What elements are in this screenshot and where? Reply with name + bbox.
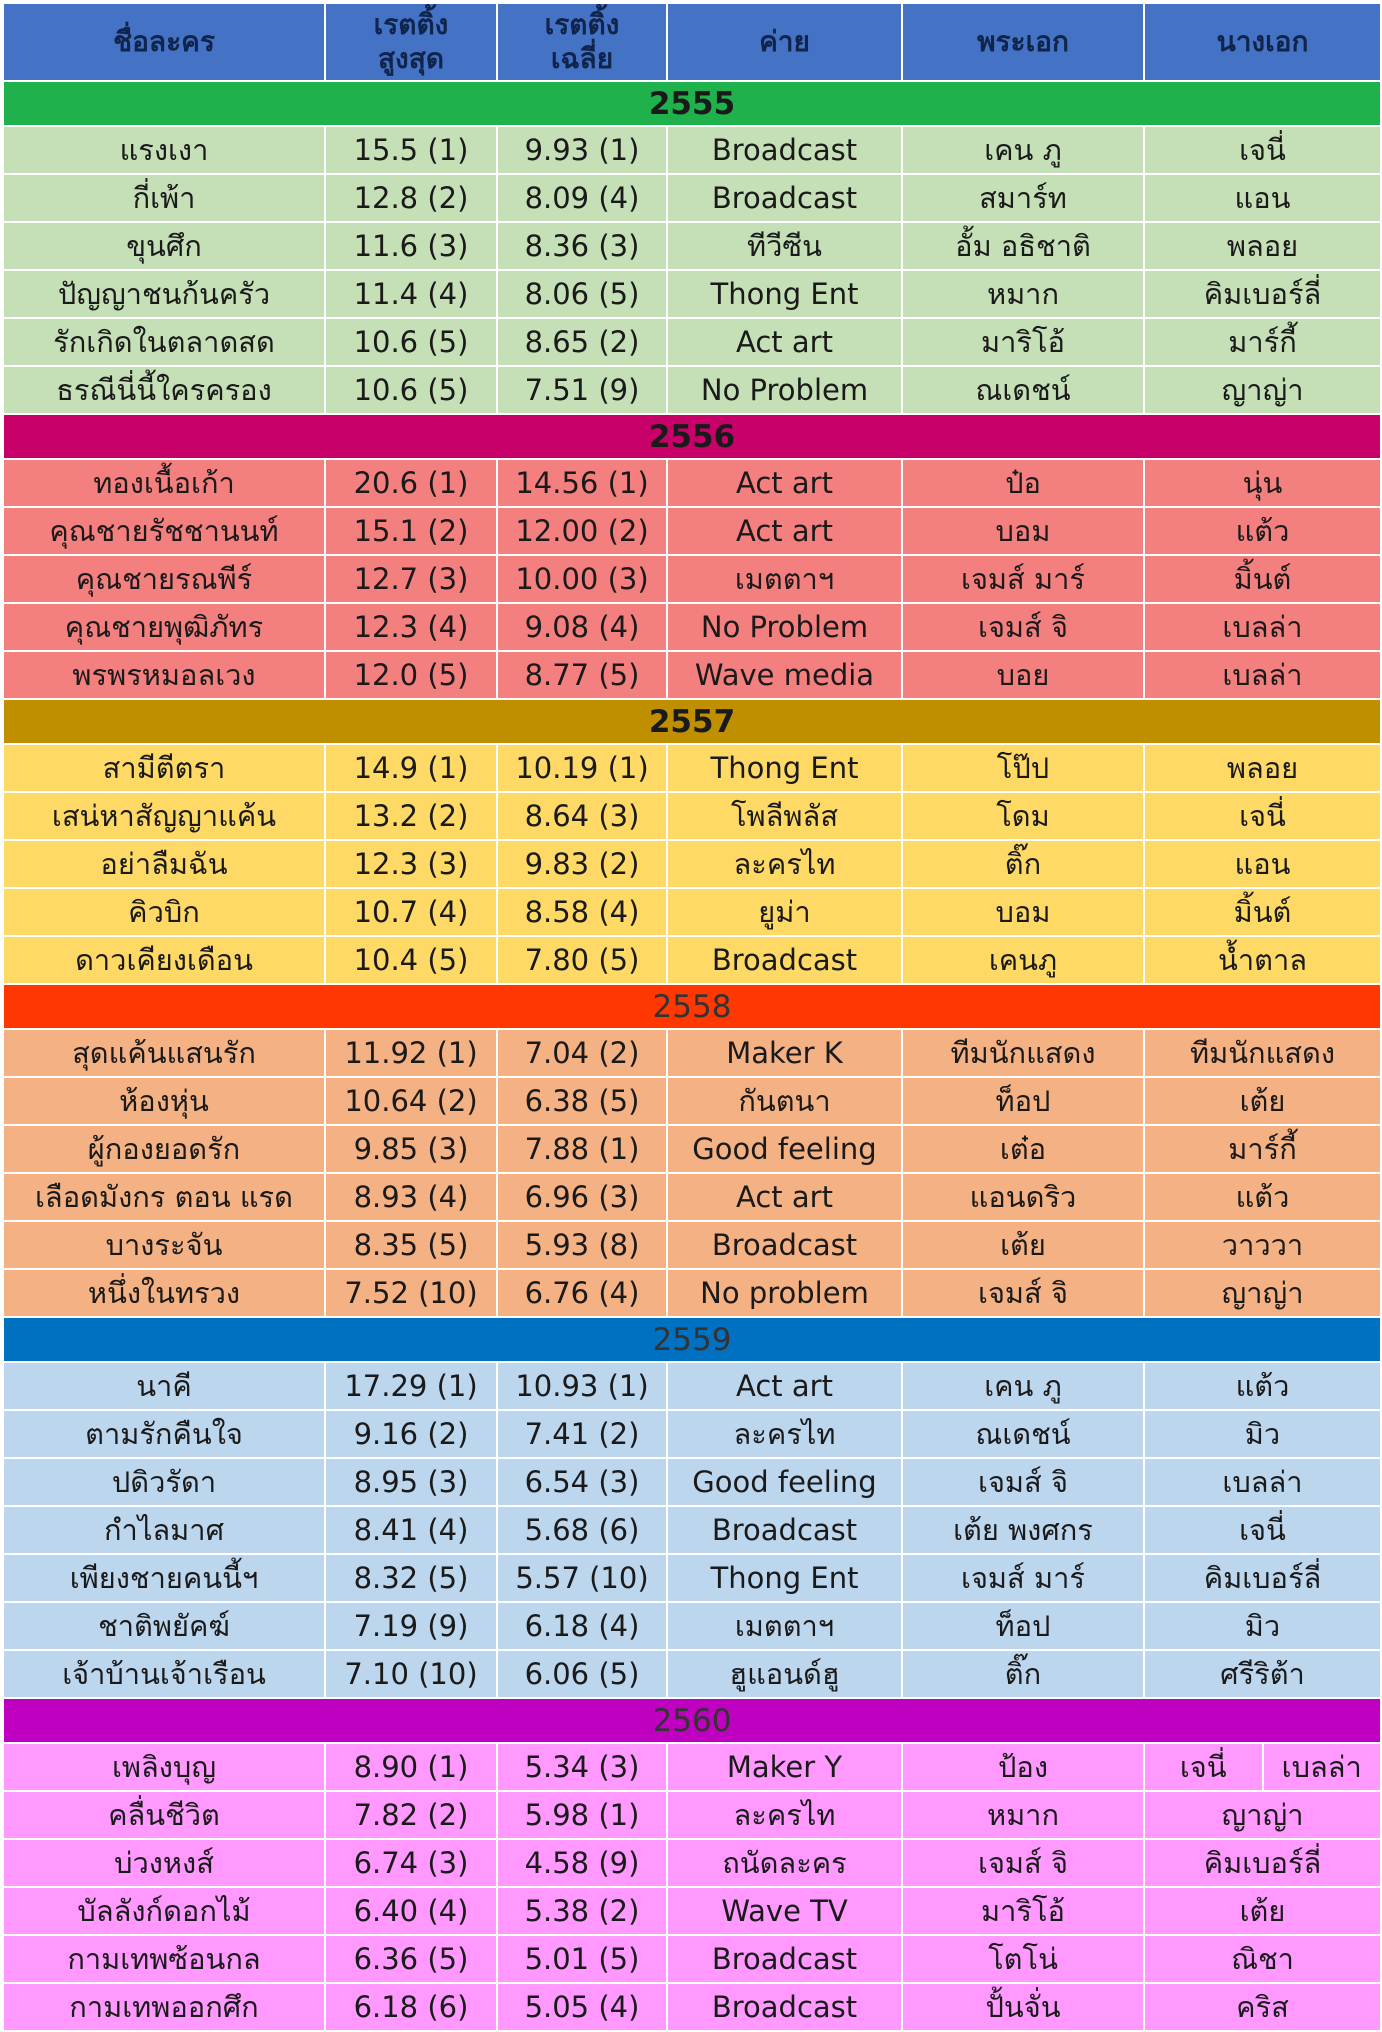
col-lead-actress-cell: มิ้นต์ bbox=[1144, 888, 1381, 936]
col-title-cell: คุณชายพุฒิภัทร bbox=[3, 603, 325, 651]
col-lead-actress-cell: คิมเบอร์ลี่ bbox=[1144, 1554, 1381, 1602]
col-avg-rating-cell: 10.19 (1) bbox=[497, 744, 667, 792]
year-band-row bbox=[3, 1317, 1381, 1362]
col-lead-actor-cell: มาริโอ้ bbox=[902, 1887, 1144, 1935]
table-row bbox=[3, 744, 1381, 792]
col-studio-cell: Act art bbox=[667, 459, 902, 507]
col-lead-actress-cell: เบลล่า bbox=[1144, 603, 1381, 651]
col-lead-actor-cell: โป๊ป bbox=[902, 744, 1144, 792]
col-studio-cell: Broadcast bbox=[667, 1506, 902, 1554]
table-row bbox=[3, 270, 1381, 318]
col-lead-actor-cell: ณเดชน์ bbox=[902, 1410, 1144, 1458]
col-avg-rating-cell: 6.38 (5) bbox=[497, 1077, 667, 1125]
header-col-lead-actor: พระเอก bbox=[902, 3, 1144, 81]
col-studio-cell: กันตนา bbox=[667, 1077, 902, 1125]
col-lead-actress-cell: มิว bbox=[1144, 1410, 1381, 1458]
col-peak-rating-cell: 14.9 (1) bbox=[325, 744, 497, 792]
col-peak-rating-cell: 12.3 (4) bbox=[325, 603, 497, 651]
col-peak-rating-cell: 9.16 (2) bbox=[325, 1410, 497, 1458]
col-title-cell: กี่เพ้า bbox=[3, 174, 325, 222]
year-band-row bbox=[3, 81, 1381, 126]
col-lead-actor-cell: ป๋อ bbox=[902, 459, 1144, 507]
col-title-cell: แรงเงา bbox=[3, 126, 325, 174]
col-avg-rating-cell: 5.05 (4) bbox=[497, 1983, 667, 2031]
col-peak-rating-cell: 6.74 (3) bbox=[325, 1839, 497, 1887]
col-lead-actress-cell: แอน bbox=[1144, 840, 1381, 888]
col-lead-actor-cell: โตโน่ bbox=[902, 1935, 1144, 1983]
col-lead-actor-cell: อั้ม อธิชาติ bbox=[902, 222, 1144, 270]
col-studio-cell: Wave TV bbox=[667, 1887, 902, 1935]
col-lead-actor-cell: ท็อป bbox=[902, 1077, 1144, 1125]
table-row bbox=[3, 174, 1381, 222]
col-title-cell: หนึ่งในทรวง bbox=[3, 1269, 325, 1317]
col-lead-actor-cell: เจมส์ จิ bbox=[902, 603, 1144, 651]
year-band-row bbox=[3, 984, 1381, 1029]
col-lead-actor-cell: หมาก bbox=[902, 270, 1144, 318]
col-peak-rating-cell: 7.10 (10) bbox=[325, 1650, 497, 1698]
col-peak-rating-cell: 12.3 (3) bbox=[325, 840, 497, 888]
col-title-cell: เพียงชายคนนี้ฯ bbox=[3, 1554, 325, 1602]
table-row bbox=[3, 507, 1381, 555]
col-lead-actress-cell: แอน bbox=[1144, 174, 1381, 222]
col-lead-actress-cell: เต้ย bbox=[1144, 1887, 1381, 1935]
col-lead-actress-cell: พลอย bbox=[1144, 222, 1381, 270]
col-title-cell: ตามรักคืนใจ bbox=[3, 1410, 325, 1458]
col-title-cell: ดาวเคียงเดือน bbox=[3, 936, 325, 984]
ratings-table bbox=[2, 2, 1382, 2032]
col-peak-rating-cell: 8.41 (4) bbox=[325, 1506, 497, 1554]
header-col-avg-rating: เรตติ้ง เฉลี่ย bbox=[497, 3, 667, 81]
col-avg-rating-cell: 5.01 (5) bbox=[497, 1935, 667, 1983]
col-peak-rating-cell: 17.29 (1) bbox=[325, 1362, 497, 1410]
col-lead-actress-cell: แต้ว bbox=[1144, 1362, 1381, 1410]
header-col-title: ชื่อละคร bbox=[3, 3, 325, 81]
col-title-cell: อย่าลืมฉัน bbox=[3, 840, 325, 888]
col-studio-cell: Act art bbox=[667, 1362, 902, 1410]
col-lead-actor-cell: เจมส์ มาร์ bbox=[902, 1554, 1144, 1602]
table-row bbox=[3, 1743, 1381, 1791]
col-title-cell: คลื่นชีวิต bbox=[3, 1791, 325, 1839]
col-lead-actor-cell: ติ๊ก bbox=[902, 840, 1144, 888]
year-band-row bbox=[3, 1698, 1381, 1743]
col-peak-rating-cell: 11.4 (4) bbox=[325, 270, 497, 318]
year-band-row bbox=[3, 699, 1381, 744]
col-avg-rating-cell: 6.96 (3) bbox=[497, 1173, 667, 1221]
col-lead-actress-cell: แต้ว bbox=[1144, 1173, 1381, 1221]
col-lead-actress-cell: เจนี่ bbox=[1144, 1506, 1381, 1554]
col-avg-rating-cell: 5.34 (3) bbox=[497, 1743, 667, 1791]
col-lead-actor-cell: ณเดชน์ bbox=[902, 366, 1144, 414]
col-lead-actor-cell: หมาก bbox=[902, 1791, 1144, 1839]
col-peak-rating-cell: 10.4 (5) bbox=[325, 936, 497, 984]
col-studio-cell: ละครไท bbox=[667, 1791, 902, 1839]
col-lead-actress-cell: ทีมนักแสดง bbox=[1144, 1029, 1381, 1077]
col-lead-actress-cell: เจนี่ bbox=[1144, 126, 1381, 174]
col-title-cell: คิวบิก bbox=[3, 888, 325, 936]
col-avg-rating-cell: 8.77 (5) bbox=[497, 651, 667, 699]
table-header bbox=[3, 3, 1381, 81]
col-title-cell: พรพรหมอลเวง bbox=[3, 651, 325, 699]
col-peak-rating-cell: 7.52 (10) bbox=[325, 1269, 497, 1317]
col-avg-rating-cell: 6.54 (3) bbox=[497, 1458, 667, 1506]
col-studio-cell: โพลีพลัส bbox=[667, 792, 902, 840]
col-studio-cell: Act art bbox=[667, 507, 902, 555]
col-title-cell: บางระจัน bbox=[3, 1221, 325, 1269]
col-title-cell: สุดแค้นแสนรัก bbox=[3, 1029, 325, 1077]
col-peak-rating-cell: 11.92 (1) bbox=[325, 1029, 497, 1077]
table-row bbox=[3, 1983, 1381, 2031]
col-title-cell: นาคี bbox=[3, 1362, 325, 1410]
year-band-row bbox=[3, 414, 1381, 459]
table-row bbox=[3, 1221, 1381, 1269]
col-studio-cell: Act art bbox=[667, 318, 902, 366]
col-lead-actor-cell: มาริโอ้ bbox=[902, 318, 1144, 366]
col-lead-actor-cell: เคน ภู bbox=[902, 126, 1144, 174]
col-lead-actor-cell: ท็อป bbox=[902, 1602, 1144, 1650]
col-lead-actor-cell: บอย bbox=[902, 651, 1144, 699]
col-lead-actress-cell: ญาญ่า bbox=[1144, 1269, 1381, 1317]
col-lead-actress-cell: เต้ย bbox=[1144, 1077, 1381, 1125]
table-row bbox=[3, 603, 1381, 651]
col-title-cell: เสน่หาสัญญาแค้น bbox=[3, 792, 325, 840]
table-row bbox=[3, 1935, 1381, 1983]
table-body bbox=[3, 81, 1381, 2031]
table-row bbox=[3, 1887, 1381, 1935]
table-row bbox=[3, 1458, 1381, 1506]
col-peak-rating-cell: 10.6 (5) bbox=[325, 366, 497, 414]
col-lead-actress-cell: มาร์กี้ bbox=[1144, 1125, 1381, 1173]
col-avg-rating-cell: 8.58 (4) bbox=[497, 888, 667, 936]
col-studio-cell: เมตตาฯ bbox=[667, 555, 902, 603]
table-row bbox=[3, 840, 1381, 888]
col-studio-cell: ละครไท bbox=[667, 840, 902, 888]
col-peak-rating-cell: 10.64 (2) bbox=[325, 1077, 497, 1125]
col-studio-cell: No Problem bbox=[667, 366, 902, 414]
col-title-cell: ทองเนื้อเก้า bbox=[3, 459, 325, 507]
col-lead-actress-cell: คริส bbox=[1144, 1983, 1381, 2031]
col-lead-actress-cell: ญาญ่า bbox=[1144, 366, 1381, 414]
col-avg-rating-cell: 5.38 (2) bbox=[497, 1887, 667, 1935]
col-peak-rating-cell: 8.93 (4) bbox=[325, 1173, 497, 1221]
col-title-cell: เจ้าบ้านเจ้าเรือน bbox=[3, 1650, 325, 1698]
col-studio-cell: Broadcast bbox=[667, 1221, 902, 1269]
col-peak-rating-cell: 8.32 (5) bbox=[325, 1554, 497, 1602]
col-avg-rating-cell: 5.93 (8) bbox=[497, 1221, 667, 1269]
col-studio-cell: ละครไท bbox=[667, 1410, 902, 1458]
col-peak-rating-cell: 7.19 (9) bbox=[325, 1602, 497, 1650]
col-avg-rating-cell: 4.58 (9) bbox=[497, 1839, 667, 1887]
col-lead-actor-cell: โดม bbox=[902, 792, 1144, 840]
header-col-studio: ค่าย bbox=[667, 3, 902, 81]
header-col-lead-actress: นางเอก bbox=[1144, 3, 1381, 81]
split-cell bbox=[1145, 1744, 1380, 1790]
col-lead-actor-cell: เจมส์ มาร์ bbox=[902, 555, 1144, 603]
col-lead-actress-cell: เบลล่า bbox=[1144, 651, 1381, 699]
col-lead-actor-cell: ปั้นจั่น bbox=[902, 1983, 1144, 2031]
col-avg-rating-cell: 10.93 (1) bbox=[497, 1362, 667, 1410]
col-avg-rating-cell: 14.56 (1) bbox=[497, 459, 667, 507]
col-studio-cell: Good feeling bbox=[667, 1458, 902, 1506]
col-lead-actor-cell: เคน ภู bbox=[902, 1362, 1144, 1410]
col-lead-actress-cell: น้ำตาล bbox=[1144, 936, 1381, 984]
col-title-cell: ขุนศึก bbox=[3, 222, 325, 270]
col-avg-rating-cell: 10.00 (3) bbox=[497, 555, 667, 603]
col-peak-rating-cell: 6.18 (6) bbox=[325, 1983, 497, 2031]
col-studio-cell: Act art bbox=[667, 1173, 902, 1221]
col-avg-rating-cell: 8.09 (4) bbox=[497, 174, 667, 222]
col-lead-actor-cell: เจมส์ จิ bbox=[902, 1458, 1144, 1506]
col-peak-rating-cell: 11.6 (3) bbox=[325, 222, 497, 270]
col-lead-actor-cell: เจมส์ จิ bbox=[902, 1839, 1144, 1887]
col-studio-cell: Broadcast bbox=[667, 1983, 902, 2031]
col-avg-rating-cell: 12.00 (2) bbox=[497, 507, 667, 555]
col-lead-actor-cell: บอม bbox=[902, 888, 1144, 936]
col-title-cell: บัลลังก์ดอกไม้ bbox=[3, 1887, 325, 1935]
split-cell-value: เจนี่ bbox=[1179, 1750, 1227, 1784]
col-studio-cell: ทีวีซีน bbox=[667, 222, 902, 270]
split-cell-value: เบลล่า bbox=[1262, 1744, 1381, 1790]
col-title-cell: คุณชายรณพีร์ bbox=[3, 555, 325, 603]
table-row bbox=[3, 1839, 1381, 1887]
col-lead-actor-cell: เจมส์ จิ bbox=[902, 1269, 1144, 1317]
col-avg-rating-cell: 5.98 (1) bbox=[497, 1791, 667, 1839]
col-avg-rating-cell: 5.57 (10) bbox=[497, 1554, 667, 1602]
col-avg-rating-cell: 6.76 (4) bbox=[497, 1269, 667, 1317]
col-avg-rating-cell: 7.41 (2) bbox=[497, 1410, 667, 1458]
col-lead-actor-cell: ทีมนักแสดง bbox=[902, 1029, 1144, 1077]
table-row bbox=[3, 366, 1381, 414]
header-col-peak-rating: เรตติ้ง สูงสุด bbox=[325, 3, 497, 81]
col-studio-cell: Thong Ent bbox=[667, 1554, 902, 1602]
col-peak-rating-cell: 8.35 (5) bbox=[325, 1221, 497, 1269]
col-studio-cell: Wave media bbox=[667, 651, 902, 699]
col-studio-cell: Broadcast bbox=[667, 1935, 902, 1983]
col-avg-rating-cell: 8.64 (3) bbox=[497, 792, 667, 840]
col-lead-actress-cell: พลอย bbox=[1144, 744, 1381, 792]
table-row bbox=[3, 126, 1381, 174]
col-peak-rating-cell: 8.95 (3) bbox=[325, 1458, 497, 1506]
table-row bbox=[3, 1173, 1381, 1221]
table-row bbox=[3, 1602, 1381, 1650]
table-row bbox=[3, 1029, 1381, 1077]
year-label: 2558 bbox=[3, 984, 1381, 1029]
col-avg-rating-cell: 9.83 (2) bbox=[497, 840, 667, 888]
col-studio-cell: No problem bbox=[667, 1269, 902, 1317]
col-title-cell: เลือดมังกร ตอน แรด bbox=[3, 1173, 325, 1221]
table-row bbox=[3, 1269, 1381, 1317]
table-row bbox=[3, 792, 1381, 840]
table-row bbox=[3, 1125, 1381, 1173]
year-label: 2559 bbox=[3, 1317, 1381, 1362]
col-title-cell: รักเกิดในตลาดสด bbox=[3, 318, 325, 366]
table-row bbox=[3, 1650, 1381, 1698]
year-label: 2557 bbox=[3, 699, 1381, 744]
col-studio-cell: Maker Y bbox=[667, 1743, 902, 1791]
col-studio-cell: Broadcast bbox=[667, 126, 902, 174]
col-lead-actress-cell: เจนี่ bbox=[1144, 792, 1381, 840]
col-title-cell: ห้องหุ่น bbox=[3, 1077, 325, 1125]
col-lead-actor-cell: ติ๊ก bbox=[902, 1650, 1144, 1698]
col-title-cell: ปดิวรัดา bbox=[3, 1458, 325, 1506]
col-avg-rating-cell: 9.08 (4) bbox=[497, 603, 667, 651]
col-title-cell: ผู้กองยอดรัก bbox=[3, 1125, 325, 1173]
col-title-cell: กามเทพซ้อนกล bbox=[3, 1935, 325, 1983]
col-title-cell: กำไลมาศ bbox=[3, 1506, 325, 1554]
table-row bbox=[3, 1554, 1381, 1602]
table-row bbox=[3, 936, 1381, 984]
col-avg-rating-cell: 8.06 (5) bbox=[497, 270, 667, 318]
col-peak-rating-cell: 6.40 (4) bbox=[325, 1887, 497, 1935]
table-row bbox=[3, 459, 1381, 507]
col-peak-rating-cell: 8.90 (1) bbox=[325, 1743, 497, 1791]
col-lead-actor-cell: เต้ย bbox=[902, 1221, 1144, 1269]
col-lead-actor-cell: ป้อง bbox=[902, 1743, 1144, 1791]
col-lead-actor-cell: แอนดริว bbox=[902, 1173, 1144, 1221]
col-lead-actress-cell: มิ้นต์ bbox=[1144, 555, 1381, 603]
year-label: 2555 bbox=[3, 81, 1381, 126]
table-row bbox=[3, 555, 1381, 603]
table-row bbox=[3, 1506, 1381, 1554]
col-peak-rating-cell: 6.36 (5) bbox=[325, 1935, 497, 1983]
col-avg-rating-cell: 6.06 (5) bbox=[497, 1650, 667, 1698]
col-studio-cell: Broadcast bbox=[667, 174, 902, 222]
col-avg-rating-cell: 8.36 (3) bbox=[497, 222, 667, 270]
col-lead-actress-cell: ณิชา bbox=[1144, 1935, 1381, 1983]
col-title-cell: ปัญญาชนก้นครัว bbox=[3, 270, 325, 318]
table-row bbox=[3, 651, 1381, 699]
col-lead-actress-cell: นุ่น bbox=[1144, 459, 1381, 507]
col-peak-rating-cell: 7.82 (2) bbox=[325, 1791, 497, 1839]
col-peak-rating-cell: 12.8 (2) bbox=[325, 174, 497, 222]
table-row bbox=[3, 1077, 1381, 1125]
col-avg-rating-cell: 6.18 (4) bbox=[497, 1602, 667, 1650]
col-title-cell: สามีตีตรา bbox=[3, 744, 325, 792]
col-studio-cell: ถนัดละคร bbox=[667, 1839, 902, 1887]
col-peak-rating-cell: 15.5 (1) bbox=[325, 126, 497, 174]
col-lead-actor-cell: สมาร์ท bbox=[902, 174, 1144, 222]
col-studio-cell: Thong Ent bbox=[667, 744, 902, 792]
col-avg-rating-cell: 9.93 (1) bbox=[497, 126, 667, 174]
col-studio-cell: No Problem bbox=[667, 603, 902, 651]
col-peak-rating-cell: 10.7 (4) bbox=[325, 888, 497, 936]
col-studio-cell: Thong Ent bbox=[667, 270, 902, 318]
col-lead-actor-cell: บอม bbox=[902, 507, 1144, 555]
col-studio-cell: ฮูแอนด์ฮู bbox=[667, 1650, 902, 1698]
col-lead-actor-cell: เต้ย พงศกร bbox=[902, 1506, 1144, 1554]
table-row bbox=[3, 1410, 1381, 1458]
col-title-cell: คุณชายรัชชานนท์ bbox=[3, 507, 325, 555]
col-lead-actress-cell bbox=[1144, 1743, 1381, 1791]
year-label: 2556 bbox=[3, 414, 1381, 459]
col-avg-rating-cell: 7.88 (1) bbox=[497, 1125, 667, 1173]
col-studio-cell: ยูม่า bbox=[667, 888, 902, 936]
col-lead-actress-cell: ศรีริต้า bbox=[1144, 1650, 1381, 1698]
col-peak-rating-cell: 12.7 (3) bbox=[325, 555, 497, 603]
col-avg-rating-cell: 7.51 (9) bbox=[497, 366, 667, 414]
table-row bbox=[3, 888, 1381, 936]
col-title-cell: กามเทพออกศึก bbox=[3, 1983, 325, 2031]
col-lead-actress-cell: ญาญ่า bbox=[1144, 1791, 1381, 1839]
col-peak-rating-cell: 20.6 (1) bbox=[325, 459, 497, 507]
col-lead-actress-cell: มาร์กี้ bbox=[1144, 318, 1381, 366]
col-avg-rating-cell: 7.04 (2) bbox=[497, 1029, 667, 1077]
col-peak-rating-cell: 13.2 (2) bbox=[325, 792, 497, 840]
col-lead-actor-cell: เต๋อ bbox=[902, 1125, 1144, 1173]
table-row bbox=[3, 1362, 1381, 1410]
col-title-cell: เพลิงบุญ bbox=[3, 1743, 325, 1791]
col-lead-actress-cell: คิมเบอร์ลี่ bbox=[1144, 270, 1381, 318]
col-title-cell: ธรณีนี่นี้ใครครอง bbox=[3, 366, 325, 414]
col-lead-actor-cell: เคนภู bbox=[902, 936, 1144, 984]
year-label: 2560 bbox=[3, 1698, 1381, 1743]
col-avg-rating-cell: 5.68 (6) bbox=[497, 1506, 667, 1554]
col-peak-rating-cell: 12.0 (5) bbox=[325, 651, 497, 699]
table-row bbox=[3, 1791, 1381, 1839]
col-peak-rating-cell: 10.6 (5) bbox=[325, 318, 497, 366]
col-lead-actress-cell: วาววา bbox=[1144, 1221, 1381, 1269]
col-lead-actress-cell: แต้ว bbox=[1144, 507, 1381, 555]
col-studio-cell: Maker K bbox=[667, 1029, 902, 1077]
col-peak-rating-cell: 15.1 (2) bbox=[325, 507, 497, 555]
table-row bbox=[3, 318, 1381, 366]
col-lead-actress-cell: คิมเบอร์ลี่ bbox=[1144, 1839, 1381, 1887]
col-avg-rating-cell: 7.80 (5) bbox=[497, 936, 667, 984]
col-title-cell: บ่วงหงส์ bbox=[3, 1839, 325, 1887]
col-studio-cell: Good feeling bbox=[667, 1125, 902, 1173]
col-studio-cell: Broadcast bbox=[667, 936, 902, 984]
col-peak-rating-cell: 9.85 (3) bbox=[325, 1125, 497, 1173]
col-lead-actress-cell: เบลล่า bbox=[1144, 1458, 1381, 1506]
col-studio-cell: เมตตาฯ bbox=[667, 1602, 902, 1650]
col-avg-rating-cell: 8.65 (2) bbox=[497, 318, 667, 366]
header-row bbox=[3, 3, 1381, 81]
col-lead-actress-cell: มิว bbox=[1144, 1602, 1381, 1650]
table-row bbox=[3, 222, 1381, 270]
col-title-cell: ชาติพยัคฆ์ bbox=[3, 1602, 325, 1650]
